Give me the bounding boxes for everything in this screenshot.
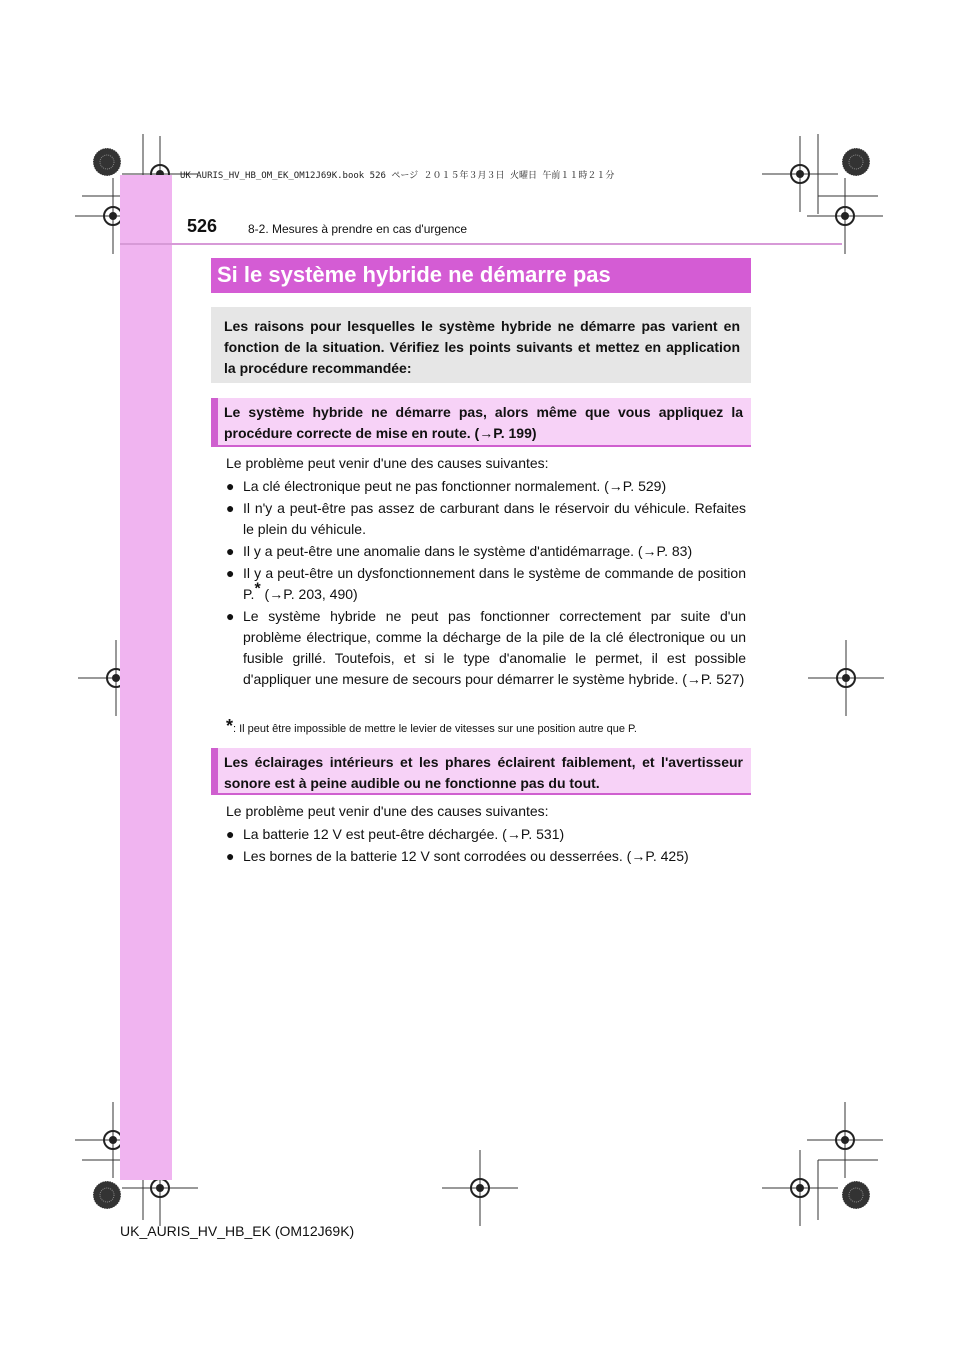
list-item: ● Il y a peut-être une anomalie dans le système d'antidémarrage. (→P. 83) (226, 541, 746, 562)
footnote: *: Il peut être impossible de mettre le levier de vitesses sur une position autre que P. (226, 716, 637, 736)
print-meta: UK AURIS_HV_HB_OM_EK_OM12J69K.book 526 ページ ２０１５年３月３日 火曜日 午前１１時２１分 (180, 171, 615, 181)
section2-lead: Le problème peut venir d'une des causes suivantes: (226, 803, 549, 819)
subheading-2: Les éclairages intérieurs et les phares éclairent faiblement, et l'avertisseur sonore est à peine audible ou ne fonctionne pas du tout. (211, 748, 751, 795)
footnote-marker: * (226, 716, 234, 736)
subheading-1: Le système hybride ne démarre pas, alors même que vous appliquez la procédure correcte de mise en route. (→P. 199) (211, 398, 751, 447)
section1-lead: Le problème peut venir d'une des causes suivantes: (226, 455, 549, 471)
chapter-side-band (120, 175, 172, 1180)
list-item: ● La clé électronique peut ne pas fonctionner normalement. (→P. 529) (226, 476, 746, 497)
section2-bullet-list (226, 824, 746, 868)
list-item: ● Il y a peut-être un dysfonctionnement dans le système de commande de position P.* (→P. 203, 490) (226, 563, 746, 605)
list-item: ● Les bornes de la batterie 12 V sont corrodées ou desserrées. (→P. 425) (226, 846, 746, 867)
chapter-title: 8-2. Mesures à prendre en cas d'urgence (248, 222, 468, 236)
page-number: 526 (187, 216, 218, 236)
footer-code: UK_AURIS_HV_HB_EK (OM12J69K) (120, 1223, 355, 1239)
section1-bullet-list (226, 476, 746, 691)
footnote-star: * (254, 580, 261, 598)
section-title: Si le système hybride ne démarre pas (217, 262, 611, 287)
section-title-bar (211, 258, 751, 293)
list-item: ● La batterie 12 V est peut-être déchargée. (→P. 531) (226, 824, 746, 845)
header-rule (120, 243, 842, 245)
intro-box: Les raisons pour lesquelles le système hybride ne démarre pas varient en fonction de la situation. Vérifiez les points suivants et mettez en application la procédure recommandée: (211, 307, 751, 383)
list-item: ● Le système hybride ne peut pas fonctionner correctement par suite d'un problème électrique, comme la décharge de la pile de la clé électronique ou un fusible grillé. Toutefois, et si le type d'anomalie le permet, il est possible d'appliquer une mesure de secours pour démarrer le système hybride. (→P. 527) (226, 606, 746, 690)
list-item: ● Il n'y a peut-être pas assez de carburant dans le réservoir du véhicule. Refaites le plein du véhicule. (226, 498, 746, 540)
